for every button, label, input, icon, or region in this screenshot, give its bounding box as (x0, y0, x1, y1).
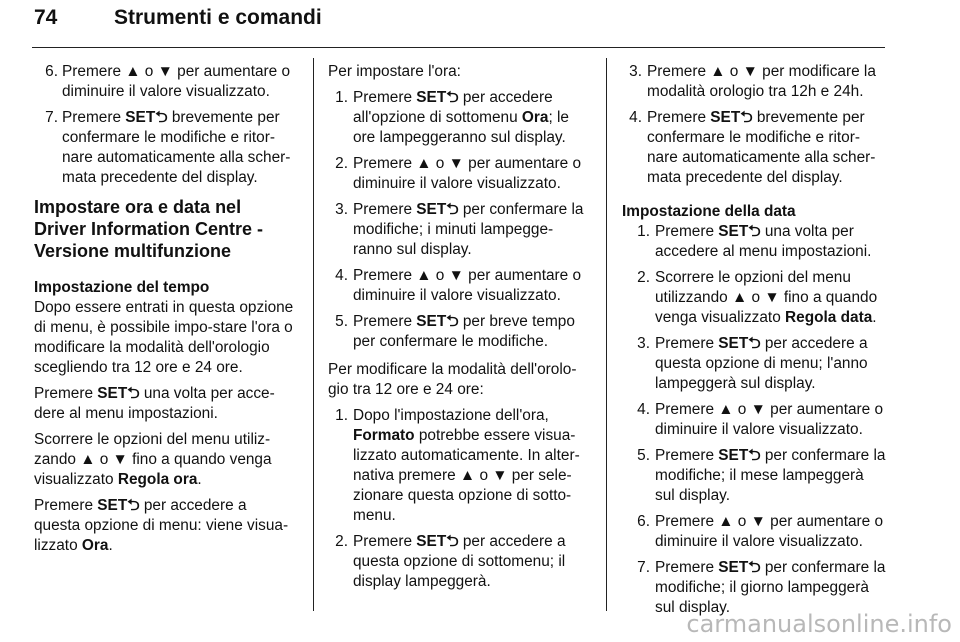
step-list (630, 222, 886, 618)
list-item: 7. Premere SET⮌ brevemente per confermare le modifiche e ritor-nare automaticamente alla scher-mata precedente del display. (45, 109, 291, 186)
paragraph: Per modificare la modalità dell'orolo-gio tra 12 ore e 24 ore: (328, 361, 577, 398)
section-heading: Impostare ora e data nel Driver Information Centre - Versione multifunzione (34, 197, 264, 261)
column-3 (622, 62, 886, 626)
header-rule (32, 47, 885, 48)
list-item: 1. Premere SET⮌ per accedere all'opzione di sottomenu Ora; le ore lampeggeranno sul display. (335, 89, 569, 146)
step-list (622, 62, 886, 188)
list-item: 6. Premere ▲ o ▼ per aumentare o diminuire il valore visualizzato. (637, 513, 884, 550)
paragraph: Per impostare l'ora: (328, 63, 461, 80)
list-item: 1. Premere SET⮌ una volta per accedere al menu impostazioni. (637, 223, 872, 260)
step-list (328, 406, 590, 592)
list-item: 4. Premere ▲ o ▼ per aumentare o diminuire il valore visualizzato. (637, 401, 884, 438)
list-item: 3. Premere ▲ o ▼ per modificare la modalità orologio tra 12h e 24h. (629, 63, 876, 100)
subsection-heading: Impostazione del tempo (34, 279, 210, 296)
page-header (34, 3, 322, 33)
list-item: 2. Premere SET⮌ per accedere a questa opzione di sottomenu; il display lampeggerà. (335, 533, 566, 590)
list-item: 7. Premere SET⮌ per confermare la modifiche; il giorno lampeggerà sul display. (637, 559, 886, 616)
list-item: 2. Scorrere le opzioni del menu utilizzando ▲ o ▼ fino a quando venga visualizzato Regola data. (637, 269, 878, 326)
column-divider-1 (313, 58, 314, 611)
paragraph: Dopo essere entrati in questa opzione di menu, è possibile impo-stare l'ora o modificare la modalità dell'orologio scegliendo tra 12 ore e 24 ore. (34, 299, 294, 376)
paragraph: Premere SET⮌ una volta per acce-dere al menu impostazioni. (34, 385, 275, 422)
list-item: 5. Premere SET⮌ per confermare la modifiche; il mese lampeggerà sul display. (637, 447, 886, 504)
list-item: 5. Premere SET⮌ per breve tempo per confermare le modifiche. (335, 313, 575, 350)
page-number: 74 (34, 6, 58, 29)
list-item: 4. Premere ▲ o ▼ per aumentare o diminuire il valore visualizzato. (335, 267, 582, 304)
column-1 (34, 62, 296, 562)
list-item: 3. Premere SET⮌ per confermare la modifiche; i minuti lampegge-ranno sul display. (335, 201, 584, 258)
page-title: Strumenti e comandi (114, 6, 322, 29)
watermark: carmanualsonline.info (686, 610, 952, 638)
list-item: 6. Premere ▲ o ▼ per aumentare o diminuire il valore visualizzato. (45, 63, 291, 100)
column-divider-2 (606, 58, 607, 611)
list-item: 3. Premere SET⮌ per accedere a questa opzione di menu; l'anno lampeggerà sul display. (637, 335, 868, 392)
column-2 (328, 62, 590, 600)
step-list (34, 62, 296, 188)
list-item: 4. Premere SET⮌ brevemente per confermare le modifiche e ritor-nare automaticamente alla scher-mata precedente del display. (629, 109, 876, 186)
list-item: 1. Dopo l'impostazione dell'ora, Formato potrebbe essere visua-lizzato automaticamente. In alter-nativa premere ▲ o ▼ per sele-zionare questa opzione di sotto-menu. (335, 407, 580, 524)
paragraph: Premere SET⮌ per accedere a questa opzione di menu: viene visua-lizzato Ora. (34, 497, 289, 554)
step-list (328, 88, 590, 352)
list-item: 2. Premere ▲ o ▼ per aumentare o diminuire il valore visualizzato. (335, 155, 582, 192)
paragraph: Scorrere le opzioni del menu utiliz-zando ▲ o ▼ fino a quando venga visualizzato Regola ora. (34, 431, 272, 488)
subsection-heading: Impostazione della data (622, 203, 796, 220)
